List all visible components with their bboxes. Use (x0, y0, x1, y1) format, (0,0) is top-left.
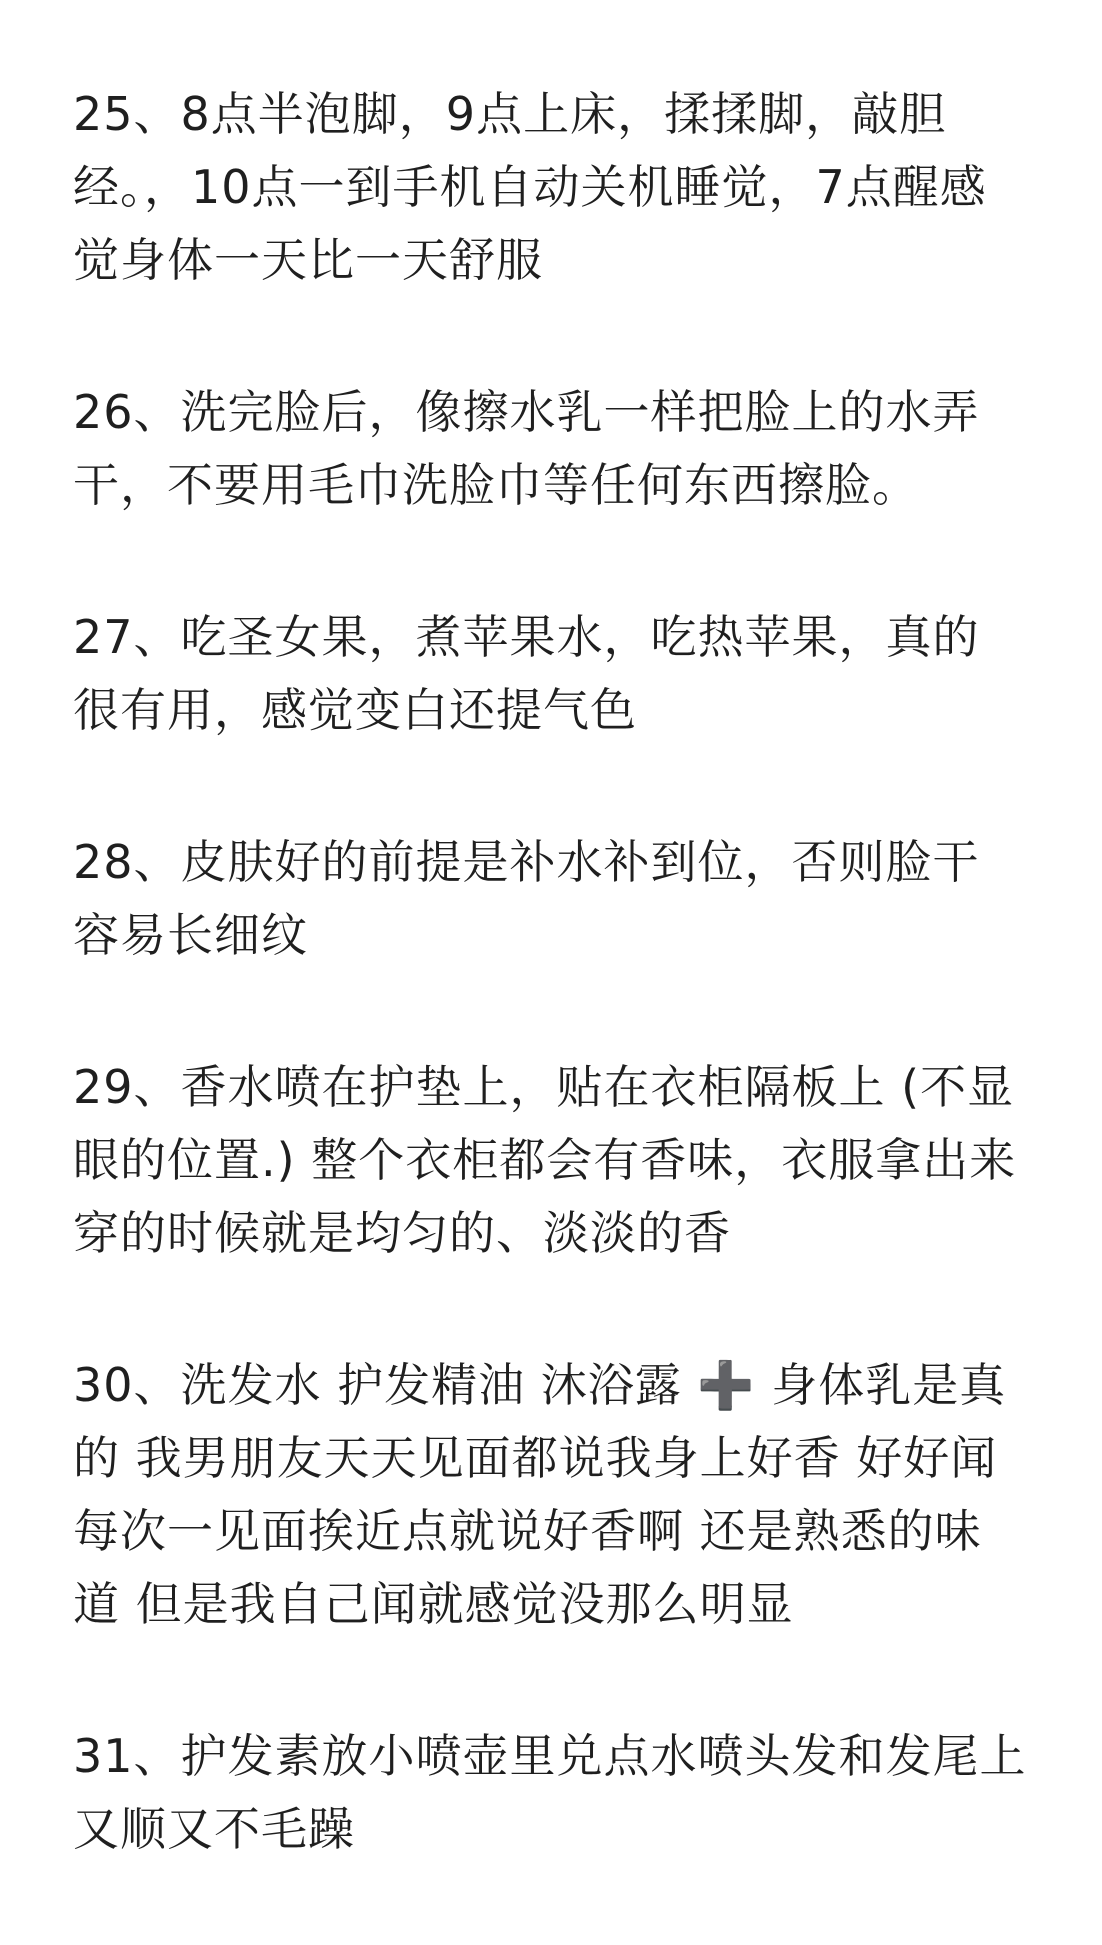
tip-28 (73, 826, 1033, 972)
tip-29 (73, 1051, 1033, 1270)
tip-30 (73, 1349, 1033, 1641)
tip-line: 28、皮肤好的前提是补水补到位，否则脸干 (73, 835, 980, 889)
tip-line: 很有用，感觉变白还提气色 (73, 683, 637, 737)
tip-line: 经。，10点一到手机自动关机睡觉，7点醒感 (73, 160, 987, 214)
tip-line: 干，不要用毛巾洗脸巾等任何东西擦脸。 (73, 458, 919, 512)
tip-31 (73, 1720, 1033, 1866)
tips-list (73, 78, 1033, 1945)
tip-line: 30、洗发水 护发精油 沐浴露 ➕ 身体乳是真 (73, 1358, 1007, 1412)
tip-line: 每次一见面挨近点就说好香啊 还是熟悉的味 (73, 1504, 982, 1558)
tip-line: 27、吃圣女果，煮苹果水，吃热苹果，真的 (73, 610, 980, 664)
tip-26 (73, 376, 1033, 522)
tip-line: 29、香水喷在护垫上，贴在衣柜隔板上 (不显 (73, 1060, 1015, 1114)
tip-line: 又顺又不毛躁 (73, 1802, 355, 1856)
tip-27 (73, 601, 1033, 747)
tip-line: 25、8点半泡脚，9点上床，揉揉脚，敲胆 (73, 87, 947, 141)
tip-line: 31、护发素放小喷壶里兑点水喷头发和发尾上 (73, 1729, 1027, 1783)
tip-line: 眼的位置.) 整个衣柜都会有香味，衣服拿出来 (73, 1133, 1017, 1187)
tip-line: 觉身体一天比一天舒服 (73, 233, 543, 287)
tip-line: 穿的时候就是均匀的、淡淡的香 (73, 1206, 731, 1260)
tip-line: 容易长细纹 (73, 908, 308, 962)
tip-line: 道 但是我自己闻就感觉没那么明显 (73, 1577, 794, 1631)
tip-line: 的 我男朋友天天见面都说我身上好香 好好闻 (73, 1431, 998, 1485)
tip-25 (73, 78, 1033, 297)
tip-line: 26、洗完脸后，像擦水乳一样把脸上的水弄 (73, 385, 980, 439)
